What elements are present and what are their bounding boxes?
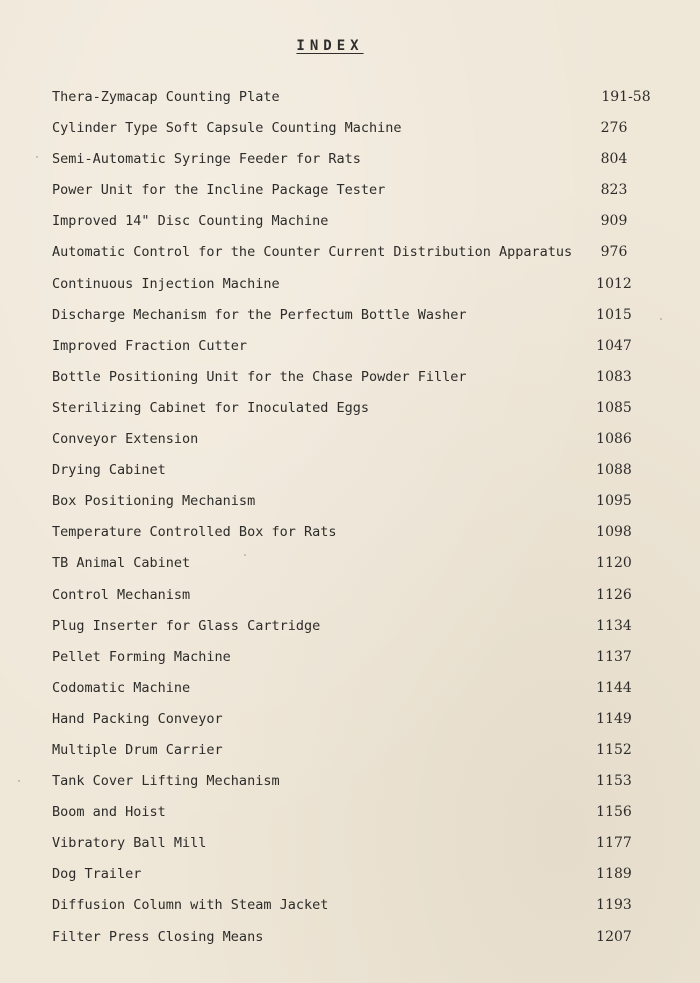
paper-speck (36, 156, 38, 158)
index-entry (0, 735, 700, 766)
entry-title: Temperature Controlled Box for Rats (52, 524, 337, 541)
entry-page-number: 1015 (596, 306, 632, 323)
entry-title: Drying Cabinet (52, 462, 166, 479)
entry-title: Diffusion Column with Steam Jacket (52, 897, 329, 914)
entry-page-number: 1047 (596, 337, 632, 354)
entry-page-number: 1120 (596, 555, 632, 572)
index-entry (0, 673, 700, 704)
entry-title: Bottle Positioning Unit for the Chase Powder Filler (52, 368, 467, 385)
entry-title: Hand Packing Conveyor (52, 710, 223, 727)
entry-page-number: 1177 (596, 835, 632, 852)
entry-page-number: 1144 (596, 679, 632, 696)
index-entry (0, 206, 700, 237)
index-entry (0, 486, 700, 517)
entry-title: Discharge Mechanism for the Perfectum Bottle Washer (52, 306, 467, 323)
entry-title: Tank Cover Lifting Mechanism (52, 773, 280, 790)
index-entry (0, 113, 700, 144)
entry-title: Cylinder Type Soft Capsule Counting Machine (52, 120, 402, 137)
entry-page-number: 276 (600, 120, 628, 137)
entry-title: Box Positioning Mechanism (52, 493, 256, 510)
entry-page-number: 1088 (596, 462, 632, 479)
index-entry (0, 175, 700, 206)
entry-title: Control Mechanism (52, 586, 191, 603)
entry-page-number: 1095 (596, 493, 632, 510)
entry-page-number: 1086 (596, 431, 632, 448)
entry-page-number: 1012 (596, 275, 632, 292)
entry-page-number: 1126 (596, 586, 632, 603)
paper-speck (244, 554, 246, 556)
index-entry (0, 828, 700, 859)
index-entry (0, 269, 700, 300)
entry-page-number: 191-58 (601, 89, 651, 105)
entry-title: Improved 14" Disc Counting Machine (52, 213, 329, 230)
entry-title: Pellet Forming Machine (52, 648, 231, 665)
entry-page-number: 1083 (596, 368, 632, 385)
entry-page-number: 823 (600, 182, 628, 199)
entry-page-number: 804 (600, 151, 628, 168)
index-entry (0, 331, 700, 362)
index-entry (0, 766, 700, 797)
entry-title: Vibratory Ball Mill (52, 835, 207, 852)
entry-title: Conveyor Extension (52, 431, 199, 448)
index-entry (0, 82, 700, 113)
paper-speck (660, 318, 662, 320)
index-entries (0, 82, 700, 953)
entry-page-number: 1189 (596, 866, 632, 883)
index-entry (0, 455, 700, 486)
entry-page-number: 976 (600, 244, 628, 261)
index-entry (0, 797, 700, 828)
index-entry (0, 890, 700, 921)
entry-title: Filter Press Closing Means (52, 928, 264, 945)
index-entry (0, 517, 700, 548)
entry-title: Plug Inserter for Glass Cartridge (52, 617, 321, 634)
index-entry (0, 362, 700, 393)
index-title: INDEX (296, 38, 364, 54)
index-entry (0, 144, 700, 175)
entry-title: Power Unit for the Incline Package Tester (52, 182, 386, 199)
index-entry (0, 237, 700, 268)
entry-page-number: 1193 (596, 897, 632, 914)
entry-title: Automatic Control for the Counter Current Distribution Apparatus (52, 244, 573, 261)
index-entry (0, 611, 700, 642)
entry-page-number: 1137 (596, 648, 632, 665)
entry-title: Improved Fraction Cutter (52, 337, 248, 354)
entry-title: Continuous Injection Machine (52, 275, 280, 292)
entry-page-number: 1152 (596, 741, 632, 758)
entry-page-number: 1156 (596, 804, 632, 821)
index-entry (0, 300, 700, 331)
entry-title: Multiple Drum Carrier (52, 741, 223, 758)
entry-page-number: 909 (600, 213, 628, 230)
index-entry (0, 424, 700, 455)
entry-title: TB Animal Cabinet (52, 555, 191, 572)
entry-title: Semi-Automatic Syringe Feeder for Rats (52, 151, 361, 168)
entry-title: Dog Trailer (52, 866, 142, 883)
entry-page-number: 1207 (596, 928, 632, 945)
paper-speck (18, 780, 20, 782)
index-entry (0, 704, 700, 735)
entry-page-number: 1134 (596, 617, 632, 634)
index-entry (0, 642, 700, 673)
entry-page-number: 1085 (596, 399, 632, 416)
entry-title: Sterilizing Cabinet for Inoculated Eggs (52, 399, 369, 416)
index-entry (0, 548, 700, 579)
index-entry (0, 393, 700, 424)
entry-page-number: 1098 (596, 524, 632, 541)
entry-title: Codomatic Machine (52, 679, 191, 696)
entry-page-number: 1153 (596, 773, 632, 790)
entry-title: Boom and Hoist (52, 804, 166, 821)
index-entry (0, 859, 700, 890)
index-entry (0, 922, 700, 953)
entry-title: Thera-Zymacap Counting Plate (52, 89, 280, 105)
entry-page-number: 1149 (596, 710, 632, 727)
index-entry (0, 580, 700, 611)
